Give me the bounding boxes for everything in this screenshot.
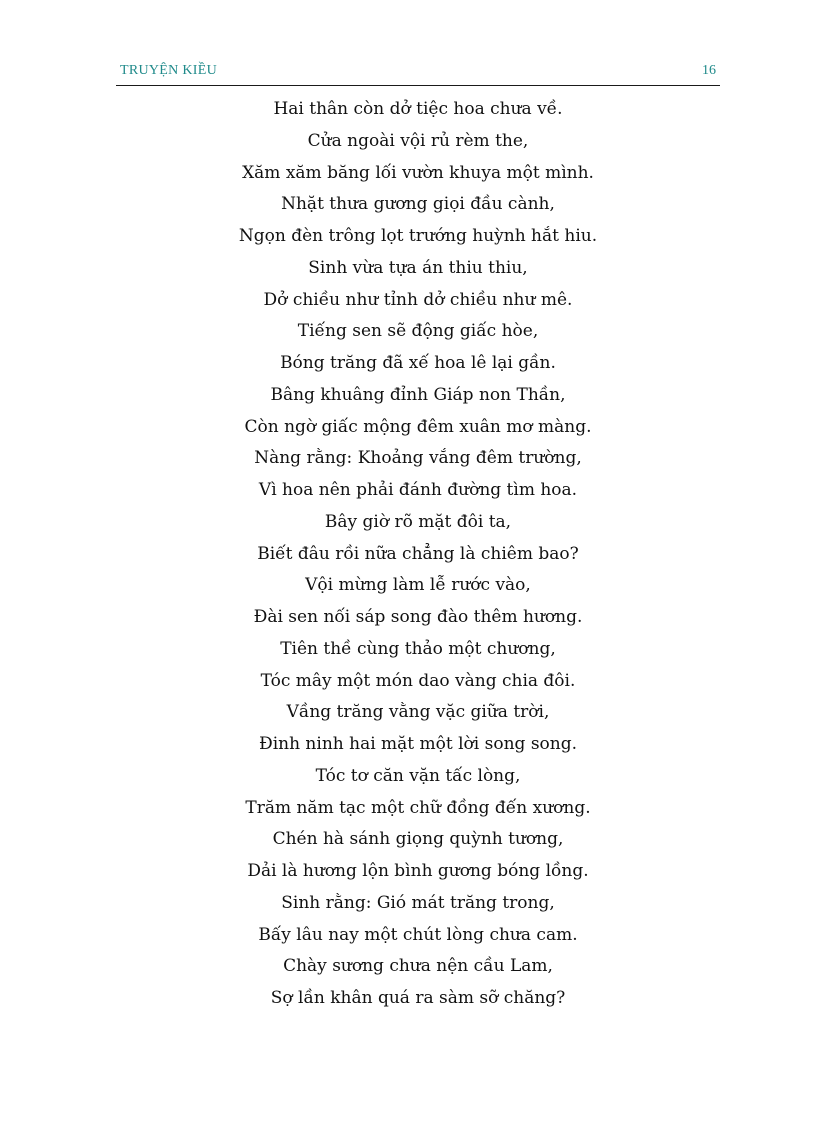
poem-line: Vì hoa nên phải đánh đường tìm hoa. bbox=[258, 480, 578, 500]
poem-line: Đinh ninh hai mặt một lời song song. bbox=[258, 734, 578, 754]
poem-line: Sinh vừa tựa án thiu thiu, bbox=[308, 257, 528, 278]
poem-line: Chày sương chưa nện cầu Lam, bbox=[283, 956, 553, 977]
poem-line: Bây giờ rõ mặt đôi ta, bbox=[324, 511, 512, 532]
poem-line: Tóc mây một món dao vàng chia đôi. bbox=[260, 670, 576, 691]
running-title: TRUYỆN KIỀU bbox=[120, 63, 218, 78]
poem-body bbox=[116, 94, 720, 1015]
poem-line: Vầng trăng vằng vặc giữa trời, bbox=[286, 702, 550, 723]
poem-line: Xăm xăm băng lối vườn khuya một mình. bbox=[242, 162, 594, 183]
poem-line: Bóng trăng đã xế hoa lê lại gần. bbox=[280, 353, 556, 373]
poem-line: Sinh rằng: Gió mát trăng trong, bbox=[281, 892, 555, 913]
poem-line: Dải là hương lộn bình gương bóng lồng. bbox=[247, 861, 589, 881]
poem-line: Bâng khuâng đỉnh Giáp non Thần, bbox=[270, 384, 566, 405]
poem-line: Tiếng sen sẽ động giấc hòe, bbox=[297, 321, 539, 342]
poem-line: Dở chiều như tỉnh dở chiều như mê. bbox=[263, 289, 573, 310]
poem-line: Hai thân còn dở tiệc hoa chưa về. bbox=[273, 99, 563, 119]
poem-line: Vội mừng làm lễ rước vào, bbox=[305, 575, 531, 596]
poem-line: Biết đâu rồi nữa chẳng là chiêm bao? bbox=[257, 543, 579, 564]
poem-line: Đài sen nối sáp song đào thêm hương. bbox=[253, 607, 583, 627]
poem-line: Nàng rằng: Khoảng vắng đêm trường, bbox=[254, 448, 582, 469]
page-number: 16 bbox=[702, 63, 716, 78]
poem-line: Ngọn đèn trông lọt trướng huỳnh hắt hiu. bbox=[238, 226, 598, 246]
poem-line: Tiên thề cùng thảo một chương, bbox=[280, 638, 556, 659]
poem-line: Cửa ngoài vội rủ rèm the, bbox=[307, 130, 529, 151]
page-header bbox=[116, 63, 720, 86]
poem-line: Sợ lần khân quá ra sàm sỡ chăng? bbox=[270, 988, 566, 1008]
poem-line: Trăm năm tạc một chữ đồng đến xương. bbox=[245, 797, 591, 818]
poem-line: Chén hà sánh giọng quỳnh tương, bbox=[272, 829, 564, 850]
poem-line: Tóc tơ căn vặn tấc lòng, bbox=[315, 765, 521, 786]
poem-line: Bấy lâu nay một chút lòng chưa cam. bbox=[258, 924, 578, 945]
poem-line: Còn ngờ giấc mộng đêm xuân mơ màng. bbox=[244, 416, 592, 437]
poem-line: Nhặt thưa gương giọi đầu cành, bbox=[281, 194, 555, 215]
